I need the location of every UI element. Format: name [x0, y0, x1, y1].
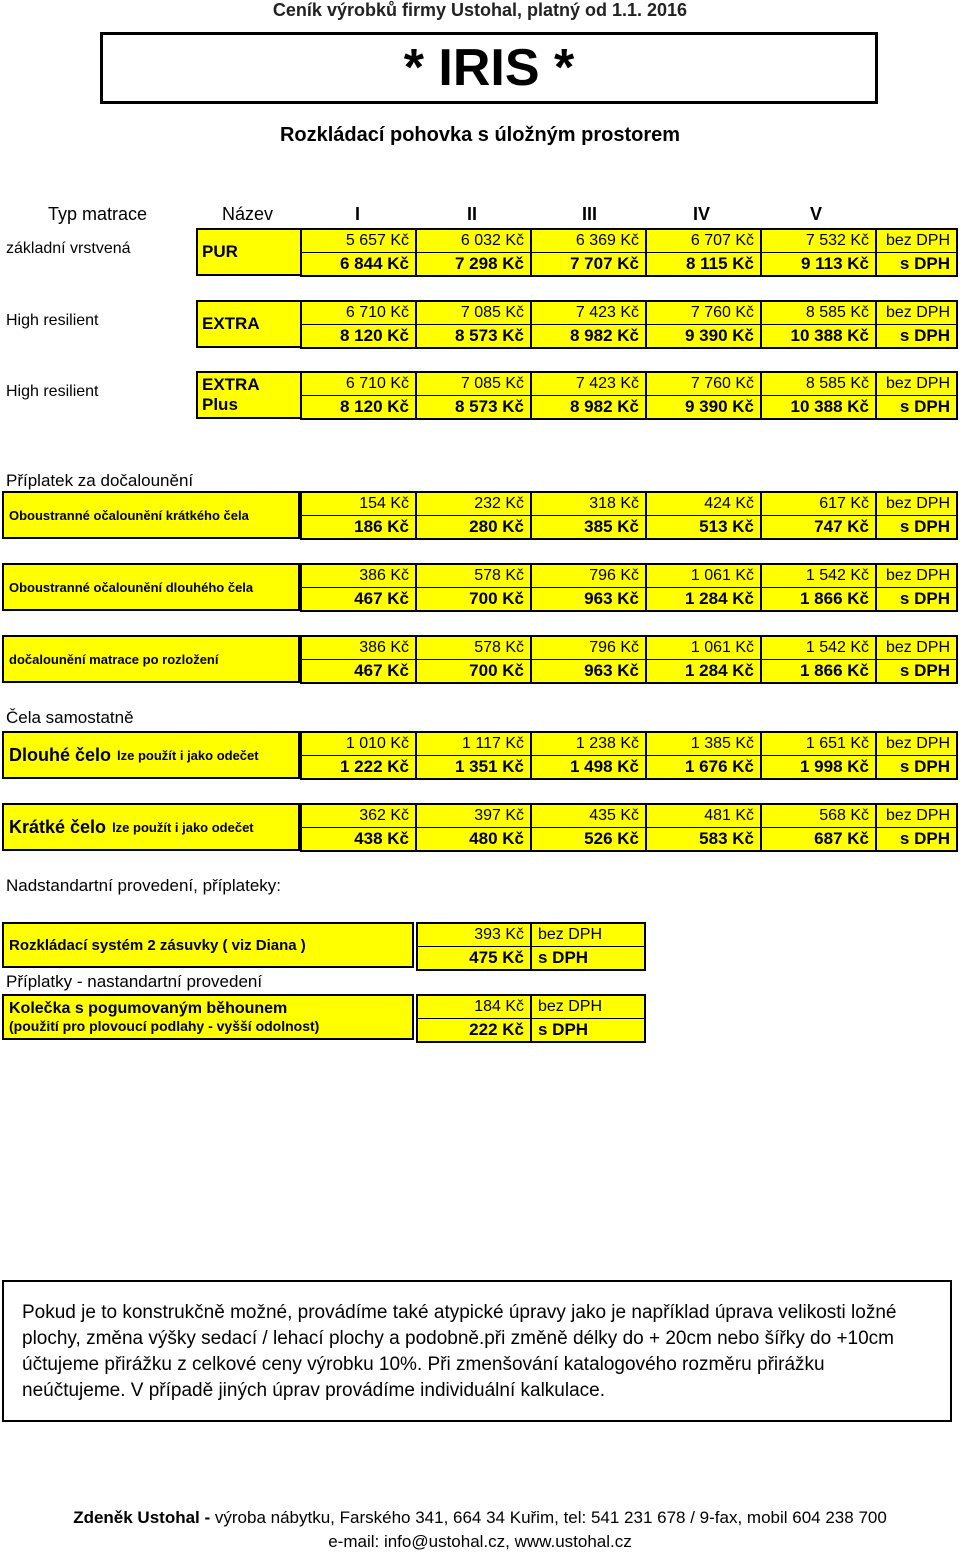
- price-s: 1 676 Kč: [646, 756, 761, 780]
- price-bez: 232 Kč: [416, 492, 531, 516]
- col-5-header: V: [810, 204, 823, 224]
- price-s: 9 390 Kč: [646, 325, 761, 349]
- unit-s: s DPH: [531, 947, 645, 971]
- price-bez: 318 Kč: [531, 492, 646, 516]
- col-4-header: IV: [693, 204, 711, 224]
- price-bez: 154 Kč: [301, 492, 416, 516]
- price-bez: 1 651 Kč: [761, 732, 876, 756]
- price-s: 1 866 Kč: [761, 588, 876, 612]
- unit-s: s DPH: [876, 756, 957, 780]
- price-bez: 397 Kč: [416, 804, 531, 828]
- extra-wheels-bez: 184 Kč: [417, 995, 531, 1019]
- extra-wheels-prices: [416, 994, 646, 1043]
- col-1-header: I: [355, 204, 361, 224]
- price-table: [300, 371, 958, 420]
- price-s: 8 115 Kč: [646, 253, 761, 277]
- unit-bez: bez DPH: [876, 301, 957, 325]
- price-s: 526 Kč: [531, 828, 646, 852]
- unit-bez: bez DPH: [531, 995, 645, 1019]
- price-s: 1 284 Kč: [646, 588, 761, 612]
- price-s: 438 Kč: [301, 828, 416, 852]
- footer-address: výroba nábytku, Farského 341, 664 34 Kuřim, tel: 541 231 678 / 9-fax, mobil 604 238 700: [210, 1508, 887, 1527]
- unit-bez: bez DPH: [876, 229, 957, 253]
- price-bez: 7 423 Kč: [531, 372, 646, 396]
- price-s: 467 Kč: [301, 588, 416, 612]
- price-s: 700 Kč: [416, 588, 531, 612]
- mattress-type: základní vrstvená: [6, 240, 131, 257]
- unit-bez: bez DPH: [876, 732, 957, 756]
- price-s: 7 298 Kč: [416, 253, 531, 277]
- extras-section-title: Nadstandartní provedení, příplateky:: [6, 876, 281, 895]
- price-s: 8 120 Kč: [301, 325, 416, 349]
- col-2-header: II: [467, 204, 478, 224]
- mattress-type: High resilient: [6, 312, 99, 329]
- price-bez: 1 010 Kč: [301, 732, 416, 756]
- unit-bez: bez DPH: [876, 372, 957, 396]
- price-s: 8 120 Kč: [301, 396, 416, 420]
- head-label: Dlouhé čelo: [9, 744, 112, 765]
- price-bez: 568 Kč: [761, 804, 876, 828]
- price-bez: 1 385 Kč: [646, 732, 761, 756]
- price-bez: 435 Kč: [531, 804, 646, 828]
- price-bez: 1 542 Kč: [761, 564, 876, 588]
- unit-bez: bez DPH: [876, 804, 957, 828]
- price-bez: 1 117 Kč: [416, 732, 531, 756]
- price-s: 1 284 Kč: [646, 660, 761, 684]
- price-bez: 1 238 Kč: [531, 732, 646, 756]
- extra-wheels-note: (použití pro plovoucí podlahy - vyšší odolnost): [9, 1018, 320, 1034]
- unit-bez: bez DPH: [876, 564, 957, 588]
- price-bez: 578 Kč: [416, 636, 531, 660]
- price-table: [300, 228, 958, 277]
- unit-s: s DPH: [876, 588, 957, 612]
- price-bez: 7 760 Kč: [646, 301, 761, 325]
- extra-system-bez: 393 Kč: [417, 923, 531, 947]
- unit-bez: bez DPH: [876, 636, 957, 660]
- price-s: 467 Kč: [301, 660, 416, 684]
- price-s: 10 388 Kč: [761, 396, 876, 420]
- extra-system-prices: [416, 922, 646, 971]
- price-bez: 7 085 Kč: [416, 301, 531, 325]
- price-s: 9 390 Kč: [646, 396, 761, 420]
- price-s: 1 351 Kč: [416, 756, 531, 780]
- extra-system-label: Rozkládací systém 2 zásuvky ( viz Diana ): [2, 922, 414, 968]
- footer-company: Zdeněk Ustohal -: [73, 1508, 211, 1527]
- head-note: lze použít i jako odečet: [117, 747, 259, 763]
- price-bez: 362 Kč: [301, 804, 416, 828]
- price-s: 280 Kč: [416, 516, 531, 540]
- extras-sub-title: Příplatky - nastandartní provedení: [6, 972, 263, 991]
- price-s: 687 Kč: [761, 828, 876, 852]
- price-s: 583 Kč: [646, 828, 761, 852]
- price-bez: 7 760 Kč: [646, 372, 761, 396]
- price-s: 1 998 Kč: [761, 756, 876, 780]
- unit-s: s DPH: [876, 660, 957, 684]
- price-table: [300, 731, 958, 780]
- price-bez: 481 Kč: [646, 804, 761, 828]
- price-s: 7 707 Kč: [531, 253, 646, 277]
- surcharge-label: Oboustranné očalounění krátkého čela: [2, 491, 300, 539]
- price-bez: 386 Kč: [301, 564, 416, 588]
- price-bez: 5 657 Kč: [301, 229, 416, 253]
- product-title: * IRIS *: [100, 32, 878, 104]
- price-s: 385 Kč: [531, 516, 646, 540]
- price-bez: 1 061 Kč: [646, 636, 761, 660]
- extra-wheels-label: Kolečka s pogumovaným běhounem: [9, 1000, 288, 1017]
- price-s: 513 Kč: [646, 516, 761, 540]
- price-bez: 578 Kč: [416, 564, 531, 588]
- unit-s: s DPH: [876, 516, 957, 540]
- price-bez: 6 032 Kč: [416, 229, 531, 253]
- mattress-name: PUR: [196, 228, 302, 276]
- head-label: Krátké čelo: [9, 816, 107, 837]
- price-bez: 7 532 Kč: [761, 229, 876, 253]
- head-label-box: [2, 731, 300, 779]
- price-s: 6 844 Kč: [301, 253, 416, 277]
- price-bez: 386 Kč: [301, 636, 416, 660]
- unit-s: s DPH: [876, 325, 957, 349]
- col-name-header: Název: [222, 204, 274, 224]
- price-s: 1 222 Kč: [301, 756, 416, 780]
- head-label-box: [2, 803, 300, 851]
- extra-system-s: 475 Kč: [417, 947, 531, 971]
- col-3-header: III: [582, 204, 598, 224]
- price-s: 963 Kč: [531, 660, 646, 684]
- price-table: [300, 563, 958, 612]
- head-note: lze použít i jako odečet: [112, 819, 254, 835]
- col-type-header: Typ matrace: [48, 204, 148, 224]
- footer: [0, 1506, 960, 1554]
- price-table: [300, 300, 958, 349]
- mattress-type: High resilient: [6, 383, 99, 400]
- price-table: [300, 803, 958, 852]
- price-bez: 6 710 Kč: [301, 372, 416, 396]
- unit-s: s DPH: [531, 1019, 645, 1043]
- price-list-header: Ceník výrobků firmy Ustohal, platný od 1.1. 2016: [272, 0, 688, 20]
- mattress-name: EXTRA: [196, 300, 302, 348]
- price-bez: 6 707 Kč: [646, 229, 761, 253]
- unit-bez: bez DPH: [876, 492, 957, 516]
- price-s: 10 388 Kč: [761, 325, 876, 349]
- price-bez: 7 423 Kč: [531, 301, 646, 325]
- price-bez: 796 Kč: [531, 564, 646, 588]
- footer-contact: e-mail: info@ustohal.cz, www.ustohal.cz: [328, 1532, 632, 1551]
- extra-wheels-s: 222 Kč: [417, 1019, 531, 1043]
- price-bez: 424 Kč: [646, 492, 761, 516]
- price-s: 1 498 Kč: [531, 756, 646, 780]
- unit-bez: bez DPH: [531, 923, 645, 947]
- price-table: [300, 491, 958, 540]
- unit-s: s DPH: [876, 253, 957, 277]
- price-table: [300, 635, 958, 684]
- price-bez: 7 085 Kč: [416, 372, 531, 396]
- price-s: 480 Kč: [416, 828, 531, 852]
- price-bez: 1 542 Kč: [761, 636, 876, 660]
- heads-section-title: Čela samostatně: [6, 708, 134, 727]
- price-s: 8 982 Kč: [531, 396, 646, 420]
- price-s: 747 Kč: [761, 516, 876, 540]
- price-bez: 8 585 Kč: [761, 301, 876, 325]
- price-s: 186 Kč: [301, 516, 416, 540]
- unit-s: s DPH: [876, 828, 957, 852]
- price-bez: 6 710 Kč: [301, 301, 416, 325]
- price-s: 963 Kč: [531, 588, 646, 612]
- price-bez: 796 Kč: [531, 636, 646, 660]
- price-s: 8 573 Kč: [416, 396, 531, 420]
- price-s: 8 982 Kč: [531, 325, 646, 349]
- price-bez: 1 061 Kč: [646, 564, 761, 588]
- price-bez: 8 585 Kč: [761, 372, 876, 396]
- price-bez: 617 Kč: [761, 492, 876, 516]
- custom-modification-note: Pokud je to konstrukčně možné, provádíme také atypické úpravy jako je například úprava velikosti ložné plochy, změna výšky sedací / lehací plochy a podobně.při změně délky do + 20cm nebo šířky do +10cm účtujeme přirážku z celkové ceny výrobku 10%. Při zmenšování katalogového rozměru přirážku neúčtujeme. V případě jiných úprav provádíme individuální kalkulace.: [2, 1280, 952, 1422]
- unit-s: s DPH: [876, 396, 957, 420]
- surcharge-section-title: Příplatek za dočalounění: [6, 471, 194, 490]
- price-s: 700 Kč: [416, 660, 531, 684]
- price-s: 8 573 Kč: [416, 325, 531, 349]
- mattress-name: EXTRA Plus: [196, 371, 302, 419]
- extra-wheels-label-box: [2, 994, 414, 1040]
- surcharge-label: Oboustranné očalounění dlouhého čela: [2, 563, 300, 611]
- price-s: 1 866 Kč: [761, 660, 876, 684]
- price-s: 9 113 Kč: [761, 253, 876, 277]
- surcharge-label: dočalounění matrace po rozložení: [2, 635, 300, 683]
- product-subtitle: Rozkládací pohovka s úložným prostorem: [279, 124, 681, 146]
- price-bez: 6 369 Kč: [531, 229, 646, 253]
